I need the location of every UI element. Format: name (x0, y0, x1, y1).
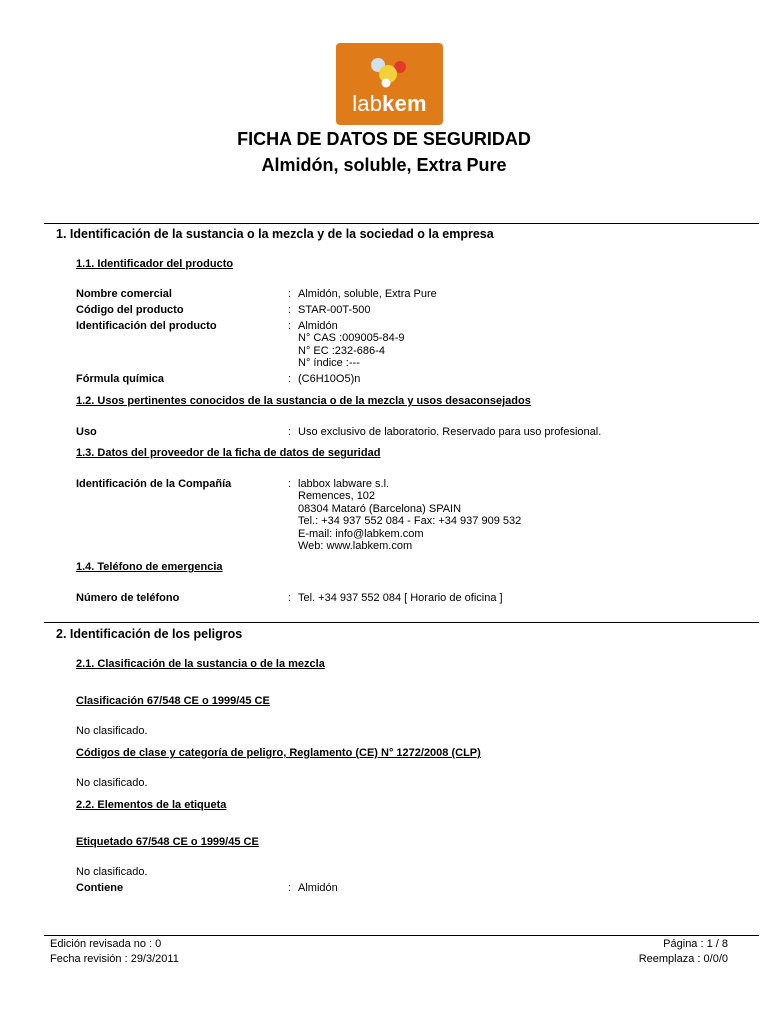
contiene-label: Contiene (76, 882, 124, 894)
clp-heading: Códigos de clase y categoría de peligro, Reglamento (CE) N° 1272/2008 (CLP) (76, 747, 481, 759)
colon: : (288, 882, 292, 894)
ident-line-ec: N° EC :232-686-4 (298, 345, 385, 357)
section-1-heading: 1. Identificación de la sustancia o la mezcla y de la sociedad o la empresa (56, 227, 494, 241)
logo-wordmark (336, 91, 443, 117)
clasificacion-value: No clasificado. (76, 725, 148, 737)
codigo-producto-label: Código del producto (76, 304, 184, 316)
company-phone-fax: Tel.: +34 937 552 084 - Fax: +34 937 909 532 (298, 515, 522, 527)
nombre-comercial-label: Nombre comercial (76, 288, 172, 300)
colon: : (288, 478, 292, 490)
clasificacion-heading: Clasificación 67/548 CE o 1999/45 CE (76, 695, 270, 707)
numero-telefono-label: Número de teléfono (76, 592, 180, 604)
colon: : (288, 304, 292, 316)
formula-quimica-value: (C6H10O5)n (298, 373, 361, 385)
formula-quimica-label: Fórmula química (76, 373, 165, 385)
nombre-comercial-value: Almidón, soluble, Extra Pure (298, 288, 437, 300)
company-street: Remences, 102 (298, 490, 376, 502)
labkem-logo (336, 43, 443, 125)
logo-suffix: kem (382, 91, 427, 116)
uso-value: Uso exclusivo de laboratorio. Reservado para uso profesional. (298, 426, 602, 438)
edicion-revisada: Edición revisada no : 0 (50, 938, 162, 950)
identificacion-compania-label: Identificación de la Compañía (76, 478, 232, 490)
section-divider (44, 223, 759, 224)
footer-divider (44, 935, 759, 936)
codigo-producto-value: STAR-00T-500 (298, 304, 371, 316)
logo-prefix: lab (352, 91, 383, 116)
ident-line-indice: N° índice :--- (298, 357, 360, 369)
clp-value: No clasificado. (76, 777, 148, 789)
company-web: Web: www.labkem.com (298, 540, 413, 552)
ident-line-cas: N° CAS :009005-84-9 (298, 332, 405, 344)
section-divider (44, 622, 759, 623)
reemplaza: Reemplaza : 0/0/0 (638, 953, 728, 965)
subsection-1-3: 1.3. Datos del proveedor de la ficha de datos de seguridad (76, 447, 381, 459)
company-email: E-mail: info@labkem.com (298, 528, 424, 540)
subsection-2-1: 2.1. Clasificación de la sustancia o de la mezcla (76, 658, 325, 670)
colon: : (288, 288, 292, 300)
colon: : (288, 426, 292, 438)
company-name: labbox labware s.l. (298, 478, 390, 490)
uso-label: Uso (76, 426, 97, 438)
document-title: FICHA DE DATOS DE SEGURIDAD (237, 129, 531, 149)
page-number: Página : 1 / 8 (663, 938, 728, 950)
colon: : (288, 320, 292, 332)
section-2-heading: 2. Identificación de los peligros (56, 627, 243, 641)
subsection-1-4: 1.4. Teléfono de emergencia (76, 561, 223, 573)
colon: : (288, 592, 292, 604)
product-name: Almidón, soluble, Extra Pure (261, 155, 507, 175)
identificacion-producto-label: Identificación del producto (76, 320, 217, 332)
contiene-value: Almidón (298, 882, 338, 894)
etiquetado-value: No clasificado. (76, 866, 148, 878)
subsection-1-2: 1.2. Usos pertinentes conocidos de la sustancia o de la mezcla y usos desaconsejados (76, 395, 531, 407)
subsection-2-2: 2.2. Elementos de la etiqueta (76, 799, 227, 811)
subsection-1-1: 1.1. Identificador del producto (76, 258, 234, 270)
company-city: 08304 Mataró (Barcelona) SPAIN (298, 503, 462, 515)
fecha-revision: Fecha revisión : 29/3/2011 (50, 953, 179, 965)
ident-line-almidon: Almidón (298, 320, 338, 332)
etiquetado-heading: Etiquetado 67/548 CE o 1999/45 CE (76, 836, 259, 848)
colon: : (288, 373, 292, 385)
numero-telefono-value: Tel. +34 937 552 084 [ Horario de oficina ] (298, 592, 503, 604)
